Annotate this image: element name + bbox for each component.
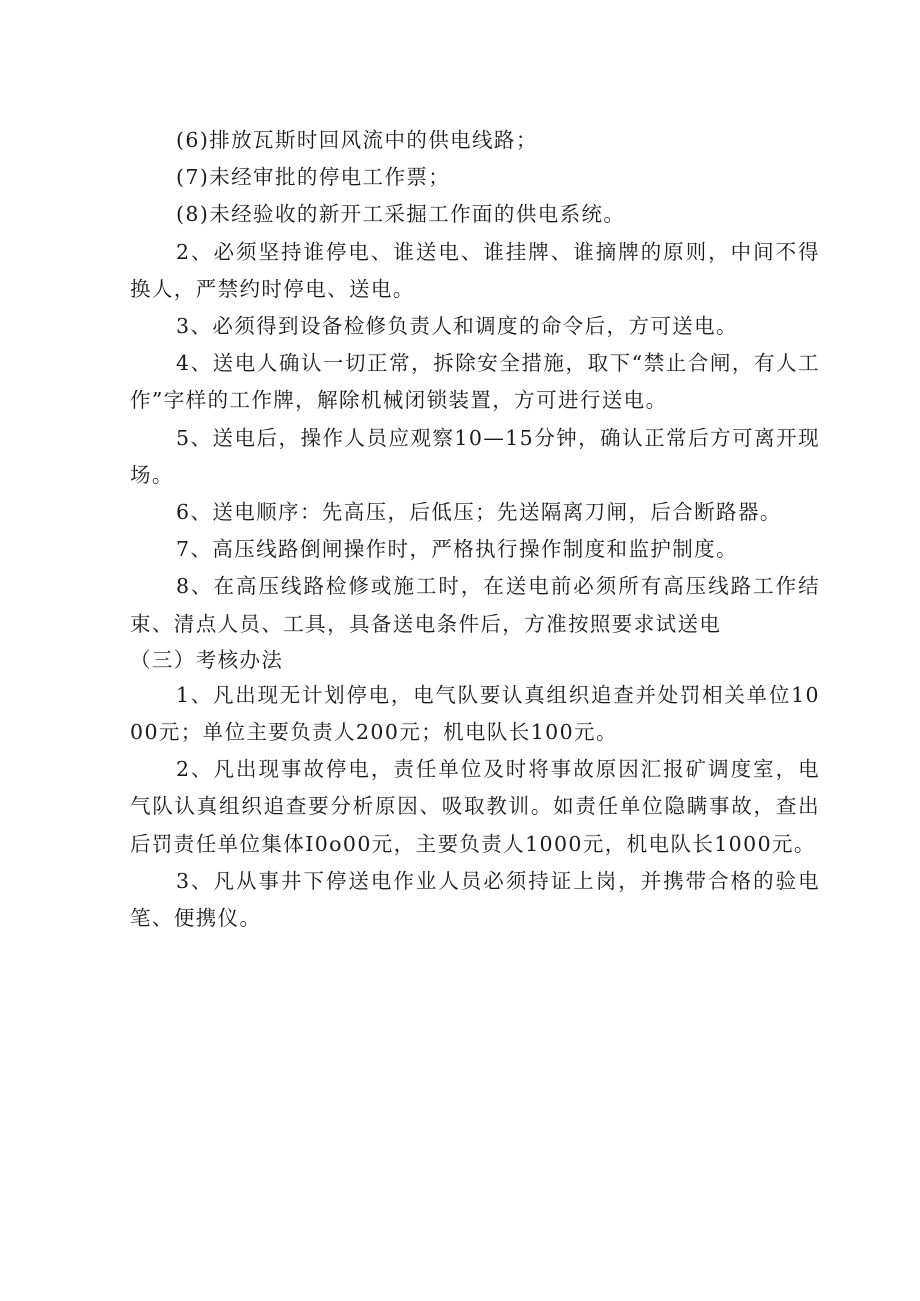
rule-paragraph-3: 3、必须得到设备检修负责人和调度的命令后，方可送电。 bbox=[176, 314, 738, 339]
rule-paragraph-6: 6、送电顺序：先高压，后低压；先送隔离刀闸，后合断路器。 bbox=[176, 500, 782, 525]
assessment-paragraph-2: 2、凡出现事故停电，责任单位及时将事故原因汇报矿调度室，电气队认真组织追查要分析原因、吸取教训。如责任单位隐瞒事故，查出后罚责任单位集体I0o00元，主要负责人1000元，机电队长1000元。 bbox=[130, 757, 820, 856]
assessment-paragraph-3: 3、凡从事井下停送电作业人员必须持证上岗，并携带合格的验电笔、便携仪。 bbox=[130, 868, 820, 931]
document-page bbox=[130, 122, 820, 937]
section-heading: （三）考核办法 bbox=[130, 647, 284, 672]
rule-paragraph-2: 2、必须坚持谁停电、谁送电、谁挂牌、谁摘牌的原则，中间不得换人，严禁约时停电、送电。 bbox=[130, 239, 820, 301]
list-item-6: (6)排放瓦斯时回风流中的供电线路； bbox=[176, 128, 538, 152]
list-item-8: (8)未经验收的新开工采掘工作面的供电系统。 bbox=[176, 202, 626, 227]
rule-paragraph-7: 7、高压线路倒闸操作时，严格执行操作制度和监护制度。 bbox=[176, 537, 738, 562]
rule-paragraph-8: 8、在高压线路检修或施工时，在送电前必须所有高压线路工作结束、清点人员、工具，具备送电条件后，方准按照要求试送电 bbox=[130, 574, 820, 636]
rule-paragraph-4: 4、送电人确认一切正常，拆除安全措施，取下“禁止合闸，有人工作”字样的工作牌，解除机械闭锁装置，方可进行送电。 bbox=[130, 351, 820, 413]
list-item-7: (7)未经审批的停电工作票； bbox=[176, 165, 451, 190]
rule-paragraph-5: 5、送电后，操作人员应观察10—15分钟，确认正常后方可离开现场。 bbox=[130, 425, 820, 487]
assessment-paragraph-1: 1、凡出现无计划停电，电气队要认真组织追查并处罚相关单位1000元；单位主要负责人200元；机电队长100元。 bbox=[130, 682, 820, 745]
